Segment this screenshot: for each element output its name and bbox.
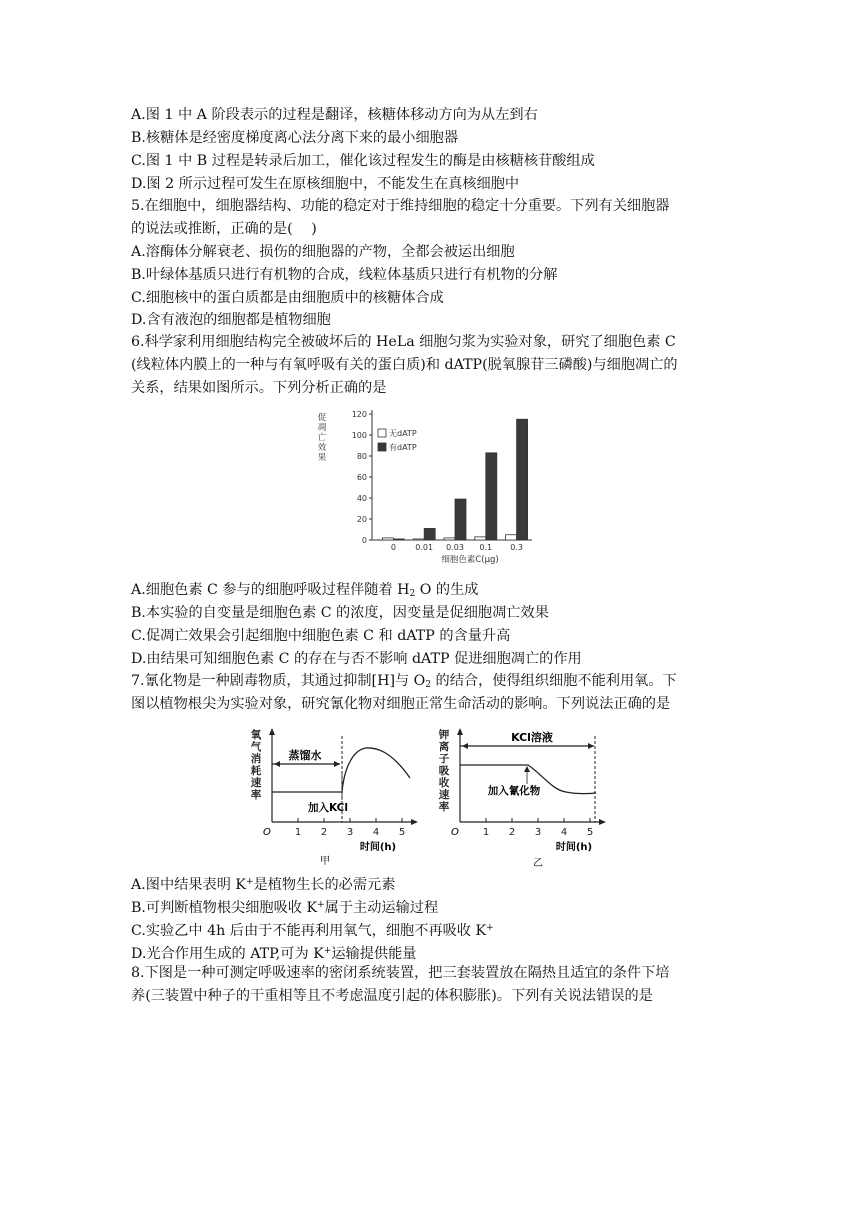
q6-option-a-pre: A.细胞色素 C 参与的细胞呼吸过程伴随着 H xyxy=(131,582,410,598)
q4-option-d: D.图 2 所示过程可发生在原核细胞中，不能发生在真核细胞中 xyxy=(131,176,520,192)
q6-stem-line1: 6.科学家利用细胞结构完全被破坏后的 HeLa 细胞匀浆为实验对象，研究了细胞色素 C xyxy=(131,334,676,350)
fig1-ylabel xyxy=(251,728,262,801)
q4-option-b: B.核糖体是经密度梯度离心法分离下来的最小细胞器 xyxy=(131,130,459,146)
x-tick-label: 3 xyxy=(346,827,354,838)
fig1-xlabel: 时间(h) xyxy=(359,842,397,853)
svg-text:速: 速 xyxy=(250,777,262,789)
legend-swatch xyxy=(378,443,386,451)
legend-label: 有dATP xyxy=(389,443,417,452)
fig2-note: 加入氰化物 xyxy=(487,785,541,797)
svg-text:效: 效 xyxy=(317,443,327,453)
fig2-caption: 乙 xyxy=(533,858,543,869)
svg-text:率: 率 xyxy=(438,801,450,813)
y-tick-label: 120 xyxy=(351,410,367,419)
y-tick-label: 0 xyxy=(361,536,367,545)
q7-option-d-sup: + xyxy=(323,946,332,956)
svg-text:果: 果 xyxy=(317,453,327,463)
x-tick-label: 5 xyxy=(586,827,594,838)
q4-option-c: C.图 1 中 B 过程是转录后加工，催化该过程发生的酶是由核糖核苷酸组成 xyxy=(131,153,595,169)
svg-text:钾: 钾 xyxy=(438,729,450,741)
bar-no-datp xyxy=(506,535,517,540)
x-tick-label: 0.01 xyxy=(415,543,434,552)
bar-no-datp xyxy=(444,538,455,540)
q7-stem1-post: 的结合，使得组织细胞不能利用氧。下 xyxy=(431,673,677,689)
x-tick-label: 0.3 xyxy=(510,543,523,552)
q7-option-b-sup: + xyxy=(317,900,325,910)
q6-option-a xyxy=(131,580,478,604)
svg-text:收: 收 xyxy=(438,777,450,789)
q7-option-b xyxy=(131,895,438,918)
svg-text:率: 率 xyxy=(250,789,262,801)
svg-text:促: 促 xyxy=(317,413,327,423)
svg-text:吸: 吸 xyxy=(438,765,450,777)
q7-option-c-pre: C.实验乙中 4h 后由于不能再利用氧气，细胞不再吸收 K xyxy=(131,923,487,939)
y-tick-label: 20 xyxy=(356,515,367,524)
y-tick-label: 60 xyxy=(356,473,367,482)
fig1-band-label: 蒸馏水 xyxy=(288,749,322,762)
q7-stem1-pre: 7.氰化物是一种剧毒物质，其通过抑制[H]与 O xyxy=(131,673,426,689)
q7-option-d-pre: D.光合作用生成的 ATP,可为 K xyxy=(131,946,324,962)
q5-option-c: C.细胞核中的蛋白质都是由细胞质中的核糖体合成 xyxy=(131,290,444,306)
svg-text:速: 速 xyxy=(438,789,450,801)
bar-with-datp xyxy=(486,453,497,540)
fig1-origin: O xyxy=(263,827,271,838)
figure-yi xyxy=(436,722,616,872)
svg-text:耗: 耗 xyxy=(250,765,262,777)
svg-text:离: 离 xyxy=(438,741,450,753)
y-tick-label: 100 xyxy=(351,431,367,440)
bar-with-datp xyxy=(393,539,404,540)
fig2-xlabel: 时间(h) xyxy=(555,842,593,853)
fig2-band-label: KCl溶液 xyxy=(511,731,553,744)
svg-text:氧: 氧 xyxy=(250,729,262,741)
x-tick-label: 2 xyxy=(508,827,516,838)
q7-option-d-post: 运输提供能量 xyxy=(331,946,417,962)
x-tick-label: 4 xyxy=(560,827,568,838)
q5-option-d: D.含有液泡的细胞都是植物细胞 xyxy=(131,312,331,328)
q6-option-a-post: O 的生成 xyxy=(415,582,479,598)
q6-stem-line2: (线粒体内膜上的一种与有氧呼吸有关的蛋白质)和 dATP(脱氧腺苷三磷酸)与细胞凋亡的 xyxy=(131,357,678,373)
bar-with-datp xyxy=(517,419,528,540)
bar-with-datp xyxy=(424,528,435,540)
q5-option-b: B.叶绿体基质只进行有机物的合成，线粒体基质只进行有机物的分解 xyxy=(131,267,558,283)
bar-no-datp xyxy=(382,538,393,540)
q7-option-c-sup: + xyxy=(486,923,494,933)
figure-jia xyxy=(248,722,428,872)
q7-stem-line1 xyxy=(131,671,677,695)
svg-text:亡: 亡 xyxy=(317,433,327,443)
fig2-ylabel xyxy=(438,728,450,813)
q7-option-c xyxy=(131,918,494,941)
svg-text:气: 气 xyxy=(250,741,262,753)
fig1-note: 加入KCl xyxy=(308,802,348,814)
x-tick-label: 1 xyxy=(294,827,302,838)
x-tick-label: 0.1 xyxy=(479,543,493,552)
chart-xlabel: 细胞色素C(μg) xyxy=(441,555,499,565)
q7-option-a-pre: A.图中结果表明 K xyxy=(131,877,246,893)
svg-text:消: 消 xyxy=(250,753,262,765)
q8-stem-line1: 8.下图是一种可测定呼吸速率的密闭系统装置，把三套装置放在隔热且适宜的条件下培 xyxy=(131,965,670,981)
fig2-origin: O xyxy=(451,827,459,838)
legend-label: 无dATP xyxy=(389,429,417,438)
q7-option-b-pre: B.可判断植物根尖细胞吸收 K xyxy=(131,900,318,916)
fig1-caption: 甲 xyxy=(320,856,330,867)
q7-option-a-post: 是植物生长的必需元素 xyxy=(253,877,396,893)
x-tick-label: 2 xyxy=(320,827,328,838)
q5-option-a: A.溶酶体分解衰老、损伤的细胞器的产物，全都会被运出细胞 xyxy=(131,244,515,260)
q7-option-d xyxy=(131,941,416,964)
x-tick-label: 0 xyxy=(390,543,396,552)
apoptosis-bar-chart xyxy=(310,404,540,572)
chart-ylabel xyxy=(318,413,327,463)
svg-text:凋: 凋 xyxy=(317,423,327,433)
q6-option-d: D.由结果可知细胞色素 C 的存在与否不影响 dATP 促进细胞凋亡的作用 xyxy=(131,651,582,667)
bar-with-datp xyxy=(455,499,466,540)
x-tick-label: 4 xyxy=(372,827,380,838)
q7-option-a xyxy=(131,872,395,895)
q6-stem-line3: 关系，结果如图所示。下列分析正确的是 xyxy=(131,380,387,396)
q5-stem-line1: 5.在细胞中，细胞器结构、功能的稳定对于维持细胞的稳定十分重要。下列有关细胞器 xyxy=(131,198,670,214)
q6-option-c: C.促凋亡效果会引起细胞中细胞色素 C 和 dATP 的含量升高 xyxy=(131,628,511,644)
q6-option-b: B.本实验的自变量是细胞色素 C 的浓度，因变量是促细胞凋亡效果 xyxy=(131,605,549,621)
q7-stem1-sub: 2 xyxy=(425,680,432,690)
q7-option-b-post: 属于主动运输过程 xyxy=(324,900,439,916)
svg-text:子: 子 xyxy=(438,753,450,765)
q8-stem-line2: 养(三装置中种子的干重相等且不考虑温度引起的体积膨胀)。下列有关说法错误的是 xyxy=(131,988,653,1004)
q6-option-a-sub: 2 xyxy=(409,589,416,599)
q5-stem-line2: 的说法或推断，正确的是( ) xyxy=(131,221,317,237)
x-tick-label: 1 xyxy=(482,827,490,838)
x-tick-label: 0.03 xyxy=(446,543,464,552)
x-tick-label: 5 xyxy=(398,827,406,838)
y-tick-label: 80 xyxy=(356,452,367,461)
legend-swatch xyxy=(378,429,386,437)
bar-no-datp xyxy=(413,539,424,540)
x-tick-label: 3 xyxy=(534,827,542,838)
q7-stem-line2: 图以植物根尖为实验对象，研究氰化物对细胞正常生命活动的影响。下列说法正确的是 xyxy=(131,696,671,712)
q4-option-a: A.图 1 中 A 阶段表示的过程是翻译，核糖体移动方向为从左到右 xyxy=(131,107,538,123)
y-tick-label: 40 xyxy=(356,494,367,503)
bar-no-datp xyxy=(475,537,486,540)
q7-option-a-sup: + xyxy=(246,877,254,887)
